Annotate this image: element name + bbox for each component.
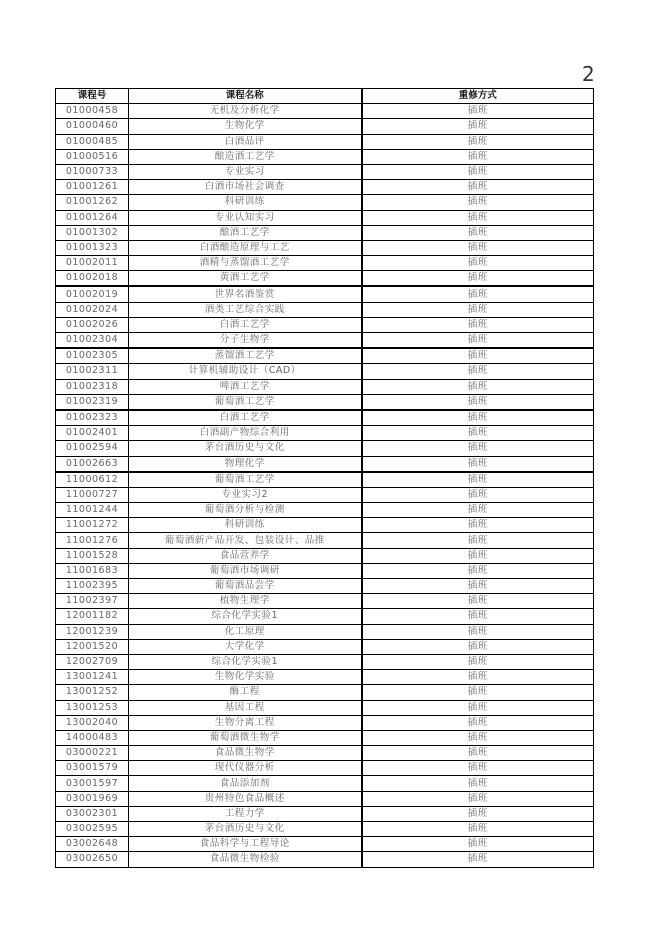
course-code-cell: 01001302: [56, 225, 129, 240]
course-code-cell: 01002663: [56, 456, 129, 472]
course-code-cell: 01001262: [56, 195, 129, 210]
table-row: [56, 730, 594, 745]
table-row: [56, 670, 594, 685]
table-row: [56, 333, 594, 349]
course-name-cell: 葡萄酒微生物学: [129, 730, 362, 745]
table-row: [56, 271, 594, 287]
retake-method-cell: 插班: [362, 195, 594, 210]
course-code-cell: 03000221: [56, 746, 129, 761]
table-row: [56, 715, 594, 730]
retake-method-cell: 插班: [362, 426, 594, 441]
retake-method-cell: 插班: [362, 271, 594, 287]
retake-method-cell: 插班: [362, 624, 594, 639]
retake-method-cell: 插班: [362, 746, 594, 761]
retake-method-cell: 插班: [362, 518, 594, 533]
table-row: [56, 609, 594, 624]
retake-method-cell: 插班: [362, 134, 594, 149]
course-name-cell: 分子生物学: [129, 333, 362, 349]
retake-method-cell: 插班: [362, 317, 594, 332]
retake-course-table: [55, 88, 594, 868]
retake-method-cell: 插班: [362, 685, 594, 700]
course-code-cell: 14000483: [56, 730, 129, 745]
table-row: [56, 149, 594, 164]
course-name-cell: 白酒工艺学: [129, 410, 362, 426]
course-code-cell: 11001528: [56, 548, 129, 563]
table-row: [56, 685, 594, 700]
course-code-cell: 01002018: [56, 271, 129, 287]
retake-method-cell: 插班: [362, 410, 594, 426]
course-code-cell: 01002319: [56, 394, 129, 410]
course-code-cell: 03001579: [56, 761, 129, 776]
course-code-cell: 12002709: [56, 654, 129, 669]
table-row: [56, 240, 594, 255]
course-code-cell: 13001252: [56, 685, 129, 700]
retake-method-cell: 插班: [362, 456, 594, 472]
course-name-cell: 现代仪器分析: [129, 761, 362, 776]
course-code-cell: 01000460: [56, 119, 129, 134]
course-code-cell: 01000516: [56, 149, 129, 164]
table-row: [56, 394, 594, 410]
course-code-cell: 01002305: [56, 348, 129, 364]
table-row: [56, 761, 594, 776]
course-code-cell: 11002395: [56, 579, 129, 594]
course-code-cell: 01002323: [56, 410, 129, 426]
course-code-cell: 01002024: [56, 302, 129, 317]
table-row: [56, 348, 594, 364]
course-code-cell: 01000458: [56, 104, 129, 119]
course-code-cell: 03001969: [56, 791, 129, 806]
table-row: [56, 364, 594, 379]
course-code-cell: 01002311: [56, 364, 129, 379]
course-code-cell: 03002648: [56, 837, 129, 852]
table-row: [56, 317, 594, 332]
table-row: [56, 563, 594, 578]
retake-method-cell: 插班: [362, 119, 594, 134]
retake-method-cell: 插班: [362, 472, 594, 488]
course-code-cell: 03002650: [56, 852, 129, 867]
course-code-cell: 11001276: [56, 533, 129, 548]
table-row: [56, 548, 594, 563]
course-name-cell: 酒精与蒸馏酒工艺学: [129, 256, 362, 271]
page-number: 2: [582, 62, 595, 86]
course-code-cell: 12001239: [56, 624, 129, 639]
table-row: [56, 624, 594, 639]
retake-method-cell: 插班: [362, 210, 594, 225]
table-row: [56, 776, 594, 791]
retake-method-cell: 插班: [362, 286, 594, 302]
course-code-cell: 01002026: [56, 317, 129, 332]
retake-method-cell: 插班: [362, 364, 594, 379]
course-name-cell: 生物化学: [129, 119, 362, 134]
course-code-cell: 11000727: [56, 487, 129, 502]
course-name-cell: 葡萄酒分析与检测: [129, 503, 362, 518]
course-name-cell: 酒类工艺综合实践: [129, 302, 362, 317]
table-row: [56, 503, 594, 518]
course-name-cell: 大学化学: [129, 639, 362, 654]
table-row: [56, 379, 594, 394]
course-code-cell: 13001241: [56, 670, 129, 685]
retake-method-cell: 插班: [362, 225, 594, 240]
course-name-cell: 综合化学实验1: [129, 654, 362, 669]
course-name-cell: 贵州特色食品概述: [129, 791, 362, 806]
course-name-cell: 工程力学: [129, 806, 362, 821]
table-row: [56, 210, 594, 225]
table-row: [56, 134, 594, 149]
table-row: [56, 119, 594, 134]
course-code-cell: 01002594: [56, 441, 129, 456]
course-name-cell: 食品添加剂: [129, 776, 362, 791]
retake-method-cell: 插班: [362, 822, 594, 837]
course-code-cell: 01001261: [56, 180, 129, 195]
retake-method-cell: 插班: [362, 533, 594, 548]
course-name-cell: 科研训练: [129, 518, 362, 533]
retake-method-cell: 插班: [362, 503, 594, 518]
retake-method-cell: 插班: [362, 394, 594, 410]
table-row: [56, 456, 594, 472]
table-row: [56, 852, 594, 867]
course-name-cell: 综合化学实验1: [129, 609, 362, 624]
course-name-cell: 葡萄酒品尝学: [129, 579, 362, 594]
table-header-row: [56, 89, 594, 104]
course-code-cell: 01002011: [56, 256, 129, 271]
retake-method-cell: 插班: [362, 761, 594, 776]
retake-method-cell: 插班: [362, 379, 594, 394]
course-code-cell: 01000485: [56, 134, 129, 149]
course-name-cell: 茅台酒历史与文化: [129, 822, 362, 837]
retake-method-cell: 插班: [362, 333, 594, 349]
table-row: [56, 302, 594, 317]
table-body: [56, 104, 594, 867]
table-row: [56, 426, 594, 441]
retake-method-cell: 插班: [362, 806, 594, 821]
header-retake-method: 重修方式: [362, 89, 594, 104]
table-row: [56, 700, 594, 715]
course-name-cell: 专业认知实习: [129, 210, 362, 225]
retake-method-cell: 插班: [362, 609, 594, 624]
course-name-cell: 物理化学: [129, 456, 362, 472]
retake-method-cell: 插班: [362, 639, 594, 654]
retake-method-cell: 插班: [362, 654, 594, 669]
table-row: [56, 579, 594, 594]
table-row: [56, 654, 594, 669]
course-name-cell: 葡萄酒工艺学: [129, 394, 362, 410]
course-name-cell: 酿酒工艺学: [129, 225, 362, 240]
course-code-cell: 03001597: [56, 776, 129, 791]
course-name-cell: 食品微生物学: [129, 746, 362, 761]
header-course-name: 课程名称: [129, 89, 362, 104]
course-name-cell: 白酒酿造原理与工艺: [129, 240, 362, 255]
retake-method-cell: 插班: [362, 700, 594, 715]
course-name-cell: 世界名酒鉴赏: [129, 286, 362, 302]
course-name-cell: 生物分离工程: [129, 715, 362, 730]
course-code-cell: 11001244: [56, 503, 129, 518]
course-name-cell: 酿造酒工艺学: [129, 149, 362, 164]
course-name-cell: 食品营养学: [129, 548, 362, 563]
course-name-cell: 白酒工艺学: [129, 317, 362, 332]
table-row: [56, 487, 594, 502]
retake-method-cell: 插班: [362, 104, 594, 119]
retake-method-cell: 插班: [362, 837, 594, 852]
course-name-cell: 葡萄酒市场调研: [129, 563, 362, 578]
retake-method-cell: 插班: [362, 852, 594, 867]
course-code-cell: 11000612: [56, 472, 129, 488]
retake-method-cell: 插班: [362, 594, 594, 609]
course-name-cell: 食品微生物检验: [129, 852, 362, 867]
course-name-cell: 计算机辅助设计（CAD）: [129, 364, 362, 379]
retake-method-cell: 插班: [362, 730, 594, 745]
table-row: [56, 180, 594, 195]
table-row: [56, 286, 594, 302]
table-row: [56, 104, 594, 119]
retake-method-cell: 插班: [362, 180, 594, 195]
retake-method-cell: 插班: [362, 149, 594, 164]
course-name-cell: 黄酒工艺学: [129, 271, 362, 287]
retake-method-cell: 插班: [362, 579, 594, 594]
course-code-cell: 01002019: [56, 286, 129, 302]
retake-method-cell: 插班: [362, 240, 594, 255]
course-code-cell: 01000733: [56, 164, 129, 179]
retake-method-cell: 插班: [362, 548, 594, 563]
table-row: [56, 822, 594, 837]
course-name-cell: 科研训练: [129, 195, 362, 210]
course-name-cell: 植物生理学: [129, 594, 362, 609]
course-name-cell: 啤酒工艺学: [129, 379, 362, 394]
course-code-cell: 12001520: [56, 639, 129, 654]
table-row: [56, 195, 594, 210]
course-name-cell: 茅台酒历史与文化: [129, 441, 362, 456]
course-code-cell: 03002595: [56, 822, 129, 837]
retake-method-cell: 插班: [362, 791, 594, 806]
course-code-cell: 01002401: [56, 426, 129, 441]
table-row: [56, 594, 594, 609]
retake-method-cell: 插班: [362, 441, 594, 456]
course-name-cell: 生物化学实验: [129, 670, 362, 685]
course-code-cell: 12001182: [56, 609, 129, 624]
table-row: [56, 472, 594, 488]
retake-method-cell: 插班: [362, 348, 594, 364]
course-name-cell: 白酒副产物综合利用: [129, 426, 362, 441]
course-code-cell: 01002304: [56, 333, 129, 349]
retake-method-cell: 插班: [362, 715, 594, 730]
course-code-cell: 01001323: [56, 240, 129, 255]
course-name-cell: 化工原理: [129, 624, 362, 639]
table-row: [56, 791, 594, 806]
retake-method-cell: 插班: [362, 487, 594, 502]
table-row: [56, 837, 594, 852]
course-code-cell: 13002040: [56, 715, 129, 730]
table-row: [56, 518, 594, 533]
retake-method-cell: 插班: [362, 302, 594, 317]
table-row: [56, 441, 594, 456]
course-name-cell: 专业实习: [129, 164, 362, 179]
course-name-cell: 白酒品评: [129, 134, 362, 149]
course-code-cell: 11001272: [56, 518, 129, 533]
course-name-cell: 葡萄酒新产品开发、包装设计、品推: [129, 533, 362, 548]
retake-method-cell: 插班: [362, 776, 594, 791]
table-row: [56, 410, 594, 426]
retake-method-cell: 插班: [362, 256, 594, 271]
course-name-cell: 无机及分析化学: [129, 104, 362, 119]
table-row: [56, 806, 594, 821]
table-row: [56, 164, 594, 179]
course-name-cell: 基因工程: [129, 700, 362, 715]
course-name-cell: 葡萄酒工艺学: [129, 472, 362, 488]
retake-method-cell: 插班: [362, 164, 594, 179]
course-name-cell: 食品科学与工程导论: [129, 837, 362, 852]
course-code-cell: 13001253: [56, 700, 129, 715]
course-code-cell: 01001264: [56, 210, 129, 225]
table-row: [56, 533, 594, 548]
table-row: [56, 746, 594, 761]
course-code-cell: 01002318: [56, 379, 129, 394]
course-code-cell: 11002397: [56, 594, 129, 609]
retake-method-cell: 插班: [362, 670, 594, 685]
course-name-cell: 蒸馏酒工艺学: [129, 348, 362, 364]
course-code-cell: 11001683: [56, 563, 129, 578]
course-name-cell: 专业实习2: [129, 487, 362, 502]
retake-method-cell: 插班: [362, 563, 594, 578]
course-name-cell: 酶工程: [129, 685, 362, 700]
course-code-cell: 03002301: [56, 806, 129, 821]
table-row: [56, 639, 594, 654]
course-name-cell: 白酒市场社会调查: [129, 180, 362, 195]
table-row: [56, 256, 594, 271]
table-row: [56, 225, 594, 240]
header-course-code: 课程号: [56, 89, 129, 104]
